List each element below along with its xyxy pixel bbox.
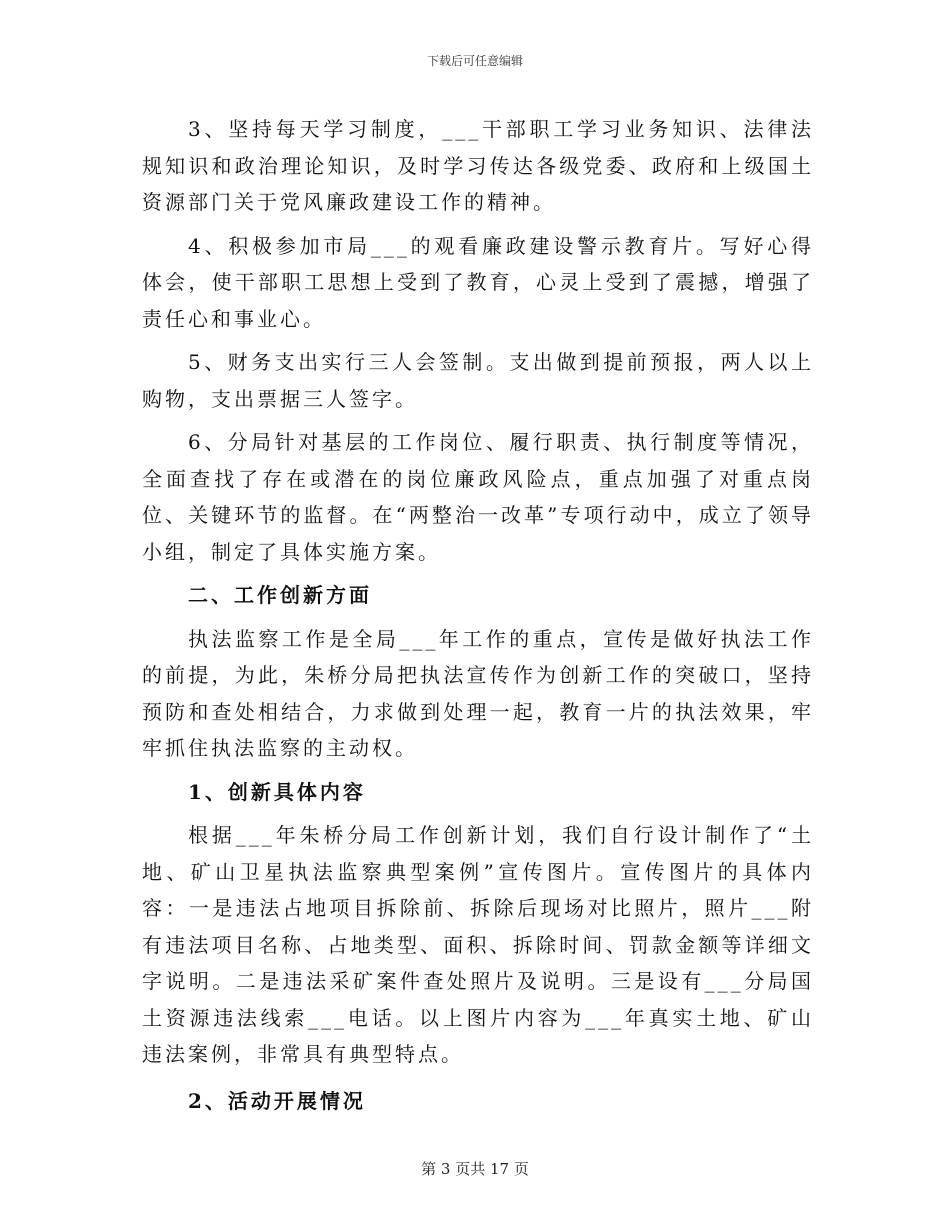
paragraph-item-6: 6、分局针对基层的工作岗位、履行职责、执行制度等情况，全面查找了存在或潜在的岗位廉政风险点，重点加强了对重点岗位、关键环节的监督。在“两整治一改革”专项行动中，成立了领导小组，制定了具体实施方案。 xyxy=(142,430,814,564)
paragraph-item-5: 5、财务支出实行三人会签制。支出做到提前预报，两人以上购物，支出票据三人签字。 xyxy=(142,350,814,411)
subheading-activity-status: 2、活动开展情况 xyxy=(188,1088,366,1113)
paragraph-innovation-plan: 根据___年朱桥分局工作创新计划，我们自行设计制作了“土地、矿山卫星执法监察典型案例”宣传图片。宣传图片的具体内容：一是违法占地项目拆除前、拆除后现场对比照片，照片___附有违法项目名称、占地类型、面积、拆除时间、罚款金额等详细文字说明。二是违法采矿案件查处照片及说明。三是设有___分局国土资源违法线索___电话。以上图片内容为___年真实土地、矿山违法案例，非常具有典型特点。 xyxy=(142,823,814,1066)
paragraph-item-3: 3、坚持每天学习制度，___干部职工学习业务知识、法律法规知识和政治理论知识，及时学习传达各级党委、政府和上级国土资源部门关于党风廉政建设工作的精神。 xyxy=(142,117,814,214)
paragraph-law-enforcement: 执法监察工作是全局___年工作的重点，宣传是做好执法工作的前提，为此，朱桥分局把执法宣传作为创新工作的突破口，坚持预防和查处相结合，力求做到处理一起，教育一片的执法效果，牢牢抓住执法监察的主动权。 xyxy=(142,626,814,760)
subheading-innovation-content: 1、创新具体内容 xyxy=(188,779,366,804)
section-heading-work-innovation: 二、工作创新方面 xyxy=(188,583,372,607)
document-body xyxy=(142,111,814,1126)
page-footer: 第 3 页共 17 页 xyxy=(421,1160,529,1178)
page-header: 下载后可任意编辑 xyxy=(426,54,523,68)
paragraph-item-4: 4、积极参加市局___的观看廉政建设警示教育片。写好心得体会，使干部职工思想上受到了教育，心灵上受到了震撼，增强了责任心和事业心。 xyxy=(142,233,814,331)
